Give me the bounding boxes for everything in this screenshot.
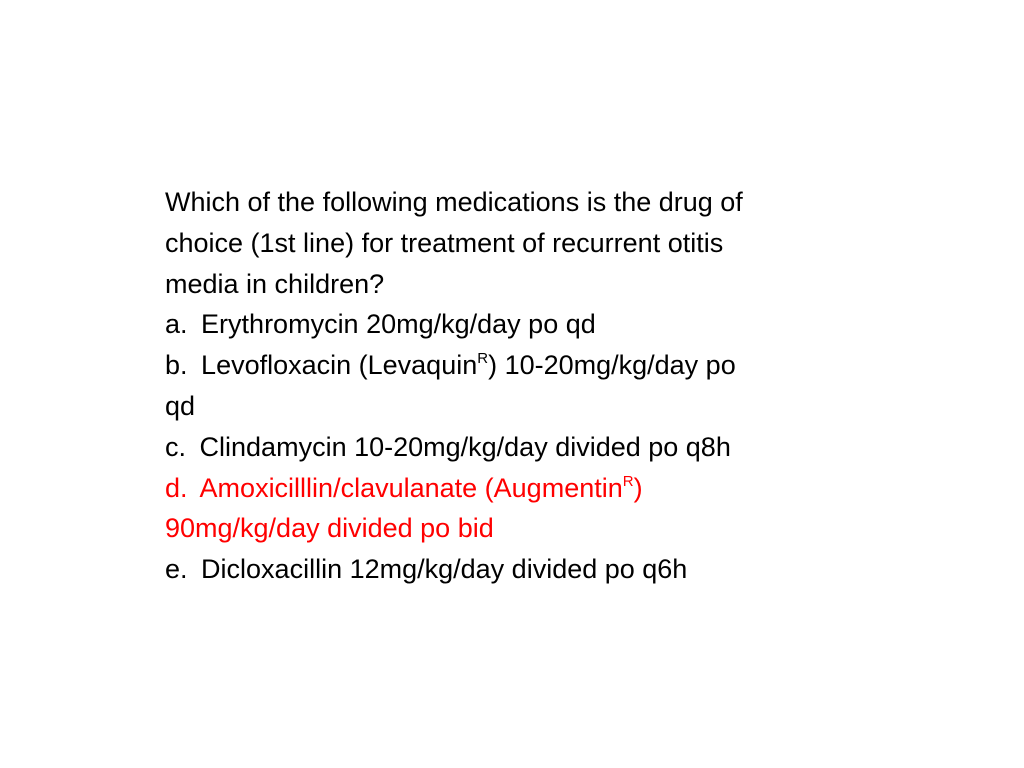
option-b-registered-mark: R bbox=[477, 350, 489, 368]
question-line-2: choice (1st line) for treatment of recurrent otitis bbox=[165, 227, 724, 258]
option-d-letter: d. bbox=[165, 472, 188, 503]
option-d-registered-mark: R bbox=[622, 472, 634, 490]
option-a-letter: a. bbox=[165, 309, 188, 340]
option-b-letter: b. bbox=[165, 350, 188, 381]
question-line-1: Which of the following medications is the drug of bbox=[165, 187, 743, 217]
option-b-text-after: ) 10-20mg/kg/day po bbox=[488, 350, 736, 381]
option-e-letter: e. bbox=[165, 554, 188, 585]
option-c-text: Clindamycin 10-20mg/kg/day divided po q8h bbox=[199, 431, 731, 462]
option-e bbox=[165, 549, 865, 590]
option-c bbox=[165, 427, 865, 468]
option-d-text-before: Amoxicilllin/clavulanate (Augmentin bbox=[199, 472, 623, 503]
option-a bbox=[165, 304, 865, 345]
option-d-text-after: ) bbox=[633, 472, 643, 503]
option-e-text: Dicloxacillin 12mg/kg/day divided po q6h bbox=[201, 554, 688, 585]
option-d bbox=[165, 468, 865, 509]
question-line-3: media in children? bbox=[165, 268, 385, 299]
option-b bbox=[165, 345, 865, 386]
option-c-letter: c. bbox=[165, 431, 187, 462]
option-b-text-before: Levofloxacin (Levaquin bbox=[201, 350, 478, 381]
option-d-continuation: 90mg/kg/day divided po bid bbox=[165, 513, 494, 544]
question-block bbox=[165, 182, 865, 590]
option-b-continuation: qd bbox=[165, 390, 196, 421]
option-a-text: Erythromycin 20mg/kg/day po qd bbox=[201, 309, 596, 340]
